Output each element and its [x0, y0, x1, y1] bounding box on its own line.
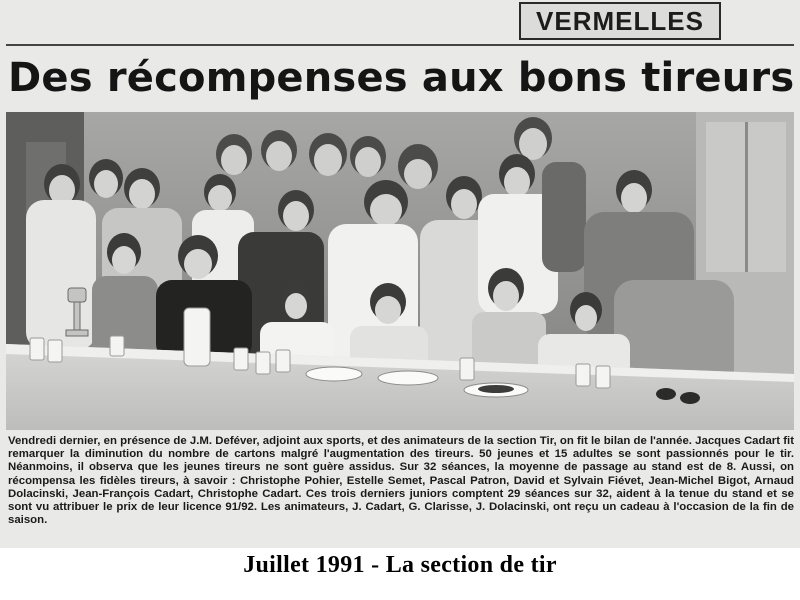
rubric-label: VERMELLES [536, 5, 704, 36]
article-headline: Des récompenses aux bons tireurs [8, 55, 795, 101]
article-caption: Vendredi dernier, en présence de J.M. Deféver, adjoint aux sports, et des animateurs de la section Tir, on fit le bilan de l'année. Jacques Cadart fit remarquer la diminution du nombre de cartons malgré l'augmentation des tireurs. 50 jeunes et 15 adultes se sont passionnés pour le tir. Néanmoins, il observa que les jeunes tireurs ne sont guère assidus. Sur 32 séances, la moyenne de passage au stand est de 8. Aussi, on récompensa les fidèles tireurs, à savoir : Christophe Pohier, Estelle Semet, Pascal Patron, David et Sylvain Fiévet, Jean-Michel Bigot, Arnaud Dolacinski, Jean-François Cadart, Christophe Cadart. Ces trois derniers juniors comptent 29 séances sur 32, aident à la tenue du stand et se sont vu attribuer le prix de leur licence 91/92. Les animateurs, J. Cadart, G. Clarisse, J. Dolacinski, ont reçu un cadeau à l'occasion de la fin de saison. [8, 435, 794, 527]
group-photo [6, 112, 794, 430]
section-rubric [519, 2, 721, 40]
group-photo-illustration [6, 112, 794, 430]
footer-title: Juillet 1991 - La section de tir [243, 552, 557, 578]
header-rule [6, 44, 794, 46]
